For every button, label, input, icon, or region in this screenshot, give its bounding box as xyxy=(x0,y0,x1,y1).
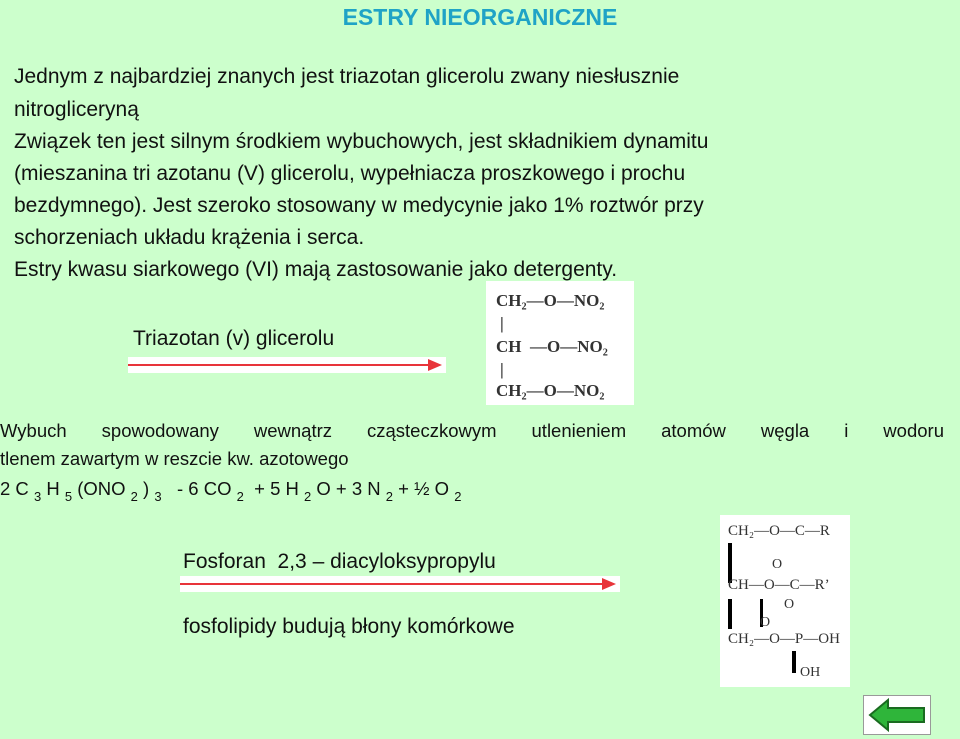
explosion-line: Wybuch spowodowany wewnątrz cząsteczkowym utlenieniem atomów węgla i wodoru xyxy=(0,420,944,441)
eq-sub: 5 xyxy=(64,489,73,504)
eq-part: + 5 H xyxy=(254,478,299,499)
eq-sub: 2 xyxy=(130,489,138,504)
eq-part: + ½ O xyxy=(398,478,450,499)
eq-part: ) xyxy=(143,478,150,499)
formula-bond: | xyxy=(500,360,504,379)
formula-oxygen: O xyxy=(772,557,783,572)
arrow-head-icon xyxy=(428,358,444,372)
paragraph-line: nitrogliceryną xyxy=(14,98,139,121)
reaction-equation xyxy=(0,478,461,504)
arrow-head-icon xyxy=(602,577,618,591)
back-arrow-icon xyxy=(864,696,930,734)
eq-sub: 2 xyxy=(236,489,244,504)
formula-row: CH₂—O—NO₂ xyxy=(496,381,605,400)
paragraph-line: Związek ten jest silnym środkiem wybuchowych, jest składnikiem dynamitu xyxy=(14,130,709,153)
phosphate-arrow xyxy=(180,576,620,592)
eq-part: O + 3 N xyxy=(316,478,381,499)
triazotan-formula-image xyxy=(486,281,634,405)
formula-bond: | xyxy=(500,314,504,333)
eq-part: (ONO xyxy=(77,478,126,499)
formula-hydroxyl: OH xyxy=(800,665,821,680)
formula-bond xyxy=(792,651,796,673)
eq-sub: 3 xyxy=(33,489,42,504)
formula-row: CH —O—NO₂ xyxy=(496,337,608,356)
eq-part: 2 C xyxy=(0,478,29,499)
eq-sub: 2 xyxy=(454,489,462,504)
formula-row: CH—O—C—R’ xyxy=(728,577,830,593)
paragraph-line: bezdymnego). Jest szeroko stosowany w medycynie jako 1% roztwór przy xyxy=(14,194,704,217)
formula-bond xyxy=(728,599,732,629)
eq-part: - 6 CO xyxy=(177,478,232,499)
formula-row: CH₂—O—C—R xyxy=(728,523,830,539)
triazotan-arrow xyxy=(128,357,446,373)
paragraph-line: Estry kwasu siarkowego (VI) mają zastosowanie jako detergenty. xyxy=(14,258,618,281)
paragraph-line: Jednym z najbardziej znanych jest triazotan glicerolu zwany niesłusznie xyxy=(14,65,680,88)
eq-part: H xyxy=(46,478,60,499)
formula-oxygen: O xyxy=(760,615,771,630)
formula-oxygen: O xyxy=(784,597,795,612)
formula-row: CH₂—O—NO₂ xyxy=(496,291,605,310)
eq-sub: 2 xyxy=(385,489,394,504)
formula-row: CH₂—O—P—OH xyxy=(728,631,840,647)
triazotan-label: Triazotan (v) glicerolu xyxy=(133,327,335,350)
phosphate-description: fosfolipidy budują błony komórkowe xyxy=(183,615,515,638)
eq-sub: 2 xyxy=(304,489,312,504)
eq-sub: 3 xyxy=(154,489,162,504)
phospholipid-formula-image xyxy=(720,515,850,687)
phosphate-label: Fosforan 2,3 – diacyloksypropylu xyxy=(183,550,496,573)
explosion-line: tlenem zawartym w reszcie kw. azotowego xyxy=(0,448,349,469)
back-button[interactable] xyxy=(863,695,931,735)
slide-title: ESTRY NIEORGANICZNE xyxy=(342,4,618,30)
paragraph-line: (mieszanina tri azotanu (V) glicerolu, wypełniacza proszkowego i prochu xyxy=(14,162,686,185)
paragraph-line: schorzeniach układu krążenia i serca. xyxy=(14,226,365,249)
